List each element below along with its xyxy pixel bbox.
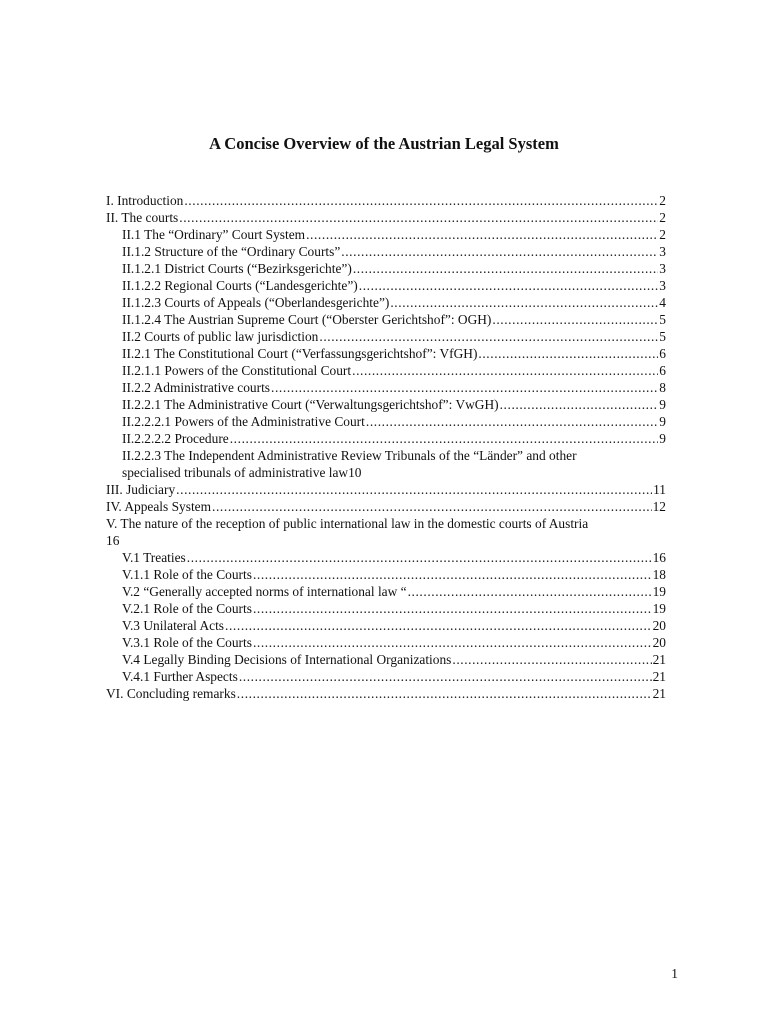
- toc-leader-dots: [352, 362, 658, 379]
- toc-entry-page: 6: [659, 363, 666, 378]
- toc-entry-page: 19: [652, 601, 666, 616]
- toc-leader-dots: [319, 328, 658, 345]
- toc-entry-title: II.2.1.1 Powers of the Constitutional Court: [122, 363, 352, 378]
- toc-entry-title: II.2 Courts of public law jurisdiction: [122, 329, 319, 344]
- toc-leader-dots: [408, 583, 652, 600]
- toc-entry-concluding-remarks[interactable]: [106, 685, 666, 702]
- toc-entry-page: 3: [659, 244, 666, 259]
- toc-leader-dots: [353, 260, 658, 277]
- toc-entry-title: II.2.2.2.2 Procedure: [122, 431, 229, 446]
- toc-entry-title: II.1.2.1 District Courts (“Bezirksgerichte”): [122, 261, 352, 276]
- toc-leader-dots: [492, 311, 658, 328]
- toc-entry-page: 21: [652, 669, 666, 684]
- toc-entry-the-courts[interactable]: [106, 209, 666, 226]
- toc-leader-dots: [176, 481, 652, 498]
- toc-leader-dots: [179, 209, 658, 226]
- toc-entry-title-line2: specialised tribunals of administrative law: [122, 465, 349, 480]
- toc-entry-page: 16: [652, 550, 666, 565]
- toc-entry-title: II.1.2 Structure of the “Ordinary Courts”: [122, 244, 341, 259]
- toc-entry-unilateral-acts[interactable]: [106, 617, 666, 634]
- document-title: A Concise Overview of the Austrian Legal System: [209, 134, 559, 153]
- toc-entry-district-courts[interactable]: [106, 260, 666, 277]
- toc-entry-page: 21: [652, 652, 666, 667]
- toc-entry-constitutional-court[interactable]: [106, 345, 666, 362]
- page-number: 1: [671, 966, 678, 981]
- toc-leader-dots: [253, 566, 652, 583]
- toc-entry-judiciary[interactable]: [106, 481, 666, 498]
- toc-entry-title-line1: V. The nature of the reception of public international law in the domestic courts of Austria: [106, 516, 589, 531]
- toc-entry-binding-decisions[interactable]: [106, 651, 666, 668]
- toc-entry-title: II.1.2.2 Regional Courts (“Landesgerichte”): [122, 278, 358, 293]
- toc-leader-dots: [366, 413, 658, 430]
- toc-entry-treaties-role-of-courts[interactable]: [106, 566, 666, 583]
- toc-entry-page: 20: [652, 635, 666, 650]
- toc-entry-page: 2: [659, 210, 666, 225]
- toc-entry-powers-constitutional-court[interactable]: [106, 362, 666, 379]
- toc-entry-unilateral-role-of-courts[interactable]: [106, 634, 666, 651]
- toc-entry-page: 9: [659, 414, 666, 429]
- toc-entry-regional-courts[interactable]: [106, 277, 666, 294]
- toc-entry-title: V.1 Treaties: [122, 550, 186, 565]
- toc-entry-page: 11: [653, 482, 666, 497]
- toc-leader-dots: [390, 294, 658, 311]
- toc-leader-dots: [271, 379, 658, 396]
- toc-entry-title: V.4.1 Further Aspects: [122, 669, 238, 684]
- toc-entry-title-line1: II.2.2.3 The Independent Administrative Review Tribunals of the “Länder” and other: [122, 448, 577, 463]
- toc-entry-title: V.3.1 Role of the Courts: [122, 635, 252, 650]
- toc-entry-procedure[interactable]: [106, 430, 666, 447]
- toc-entry-ordinary-court-system[interactable]: [106, 226, 666, 243]
- toc-entry-page: 16: [106, 533, 120, 548]
- toc-entry-appeals-system[interactable]: [106, 498, 666, 515]
- toc-entry-title: II. The courts: [106, 210, 179, 225]
- toc-entry-public-law-courts[interactable]: [106, 328, 666, 345]
- toc-entry-title: I. Introduction: [106, 193, 184, 208]
- toc-leader-dots: [452, 651, 651, 668]
- toc-leader-dots: [341, 243, 658, 260]
- toc-entry-structure-ordinary-courts[interactable]: [106, 243, 666, 260]
- toc-entry-title: V.4 Legally Binding Decisions of International Organizations: [122, 652, 452, 667]
- toc-entry-page: 8: [659, 380, 666, 395]
- toc-entry-accepted-norms[interactable]: [106, 583, 666, 600]
- toc-leader-dots: [478, 345, 658, 362]
- toc-entry-title: II.1.2.4 The Austrian Supreme Court (“Oberster Gerichtshof”: OGH): [122, 312, 492, 327]
- toc-entry-page: 4: [659, 295, 666, 310]
- toc-entry-page: 18: [652, 567, 666, 582]
- toc-entry-title: III. Judiciary: [106, 482, 176, 497]
- toc-entry-reception-international-law[interactable]: [106, 515, 666, 549]
- toc-leader-dots: [359, 277, 659, 294]
- toc-entry-page: 9: [659, 397, 666, 412]
- toc-leader-dots: [253, 634, 652, 651]
- toc-entry-title: II.1 The “Ordinary” Court System: [122, 227, 306, 242]
- toc-entry-administrative-courts[interactable]: [106, 379, 666, 396]
- toc-entry-title: VI. Concluding remarks: [106, 686, 236, 701]
- toc-entry-title: V.1.1 Role of the Courts: [122, 567, 252, 582]
- toc-entry-page: 5: [659, 329, 666, 344]
- toc-leader-dots: [184, 192, 658, 209]
- toc-entry-title: II.1.2.3 Courts of Appeals (“Oberlandesgerichte”): [122, 295, 390, 310]
- toc-leader-dots: [239, 668, 652, 685]
- toc-entry-page: 5: [659, 312, 666, 327]
- toc-entry-title: II.2.1 The Constitutional Court (“Verfassungsgerichtshof”: VfGH): [122, 346, 478, 361]
- toc-leader-dots: [237, 685, 652, 702]
- toc-leader-dots: [306, 226, 658, 243]
- toc-entry-norms-role-of-courts[interactable]: [106, 600, 666, 617]
- toc-entry-supreme-court[interactable]: [106, 311, 666, 328]
- toc-entry-page: 9: [659, 431, 666, 446]
- toc-entry-further-aspects[interactable]: [106, 668, 666, 685]
- toc-entry-page: 3: [659, 278, 666, 293]
- toc-entry-title: II.2.2.2.1 Powers of the Administrative Court: [122, 414, 365, 429]
- toc-entry-page: 6: [659, 346, 666, 361]
- toc-entry-title: II.2.2.1 The Administrative Court (“Verwaltungsgerichtshof”: VwGH): [122, 397, 499, 412]
- toc-leader-dots: [253, 600, 652, 617]
- toc-leader-dots: [230, 430, 659, 447]
- toc-entry-introduction[interactable]: [106, 192, 666, 209]
- toc-entry-page: 19: [652, 584, 666, 599]
- toc-entry-page: 10: [348, 465, 362, 480]
- toc-entry-title: IV. Appeals System: [106, 499, 212, 514]
- toc-entry-administrative-court[interactable]: [106, 396, 666, 413]
- toc-entry-courts-of-appeals[interactable]: [106, 294, 666, 311]
- toc-entry-page: 21: [652, 686, 666, 701]
- toc-leader-dots: [500, 396, 659, 413]
- toc-entry-page: 3: [659, 261, 666, 276]
- toc-entry-page: 2: [659, 227, 666, 242]
- toc-entry-title: II.2.2 Administrative courts: [122, 380, 271, 395]
- toc-entry-page: 2: [659, 193, 666, 208]
- toc-entry-page: 20: [652, 618, 666, 633]
- toc-entry-title: V.2.1 Role of the Courts: [122, 601, 252, 616]
- toc-entry-powers-administrative-court[interactable]: [106, 413, 666, 430]
- toc-entry-page: 12: [652, 499, 666, 514]
- table-of-contents: [106, 192, 666, 702]
- toc-entry-title: V.3 Unilateral Acts: [122, 618, 225, 633]
- toc-entry-treaties[interactable]: [106, 549, 666, 566]
- toc-entry-review-tribunals[interactable]: [106, 447, 666, 481]
- toc-entry-title: V.2 “Generally accepted norms of international law “: [122, 584, 407, 599]
- toc-leader-dots: [187, 549, 652, 566]
- toc-leader-dots: [212, 498, 652, 515]
- toc-leader-dots: [225, 617, 652, 634]
